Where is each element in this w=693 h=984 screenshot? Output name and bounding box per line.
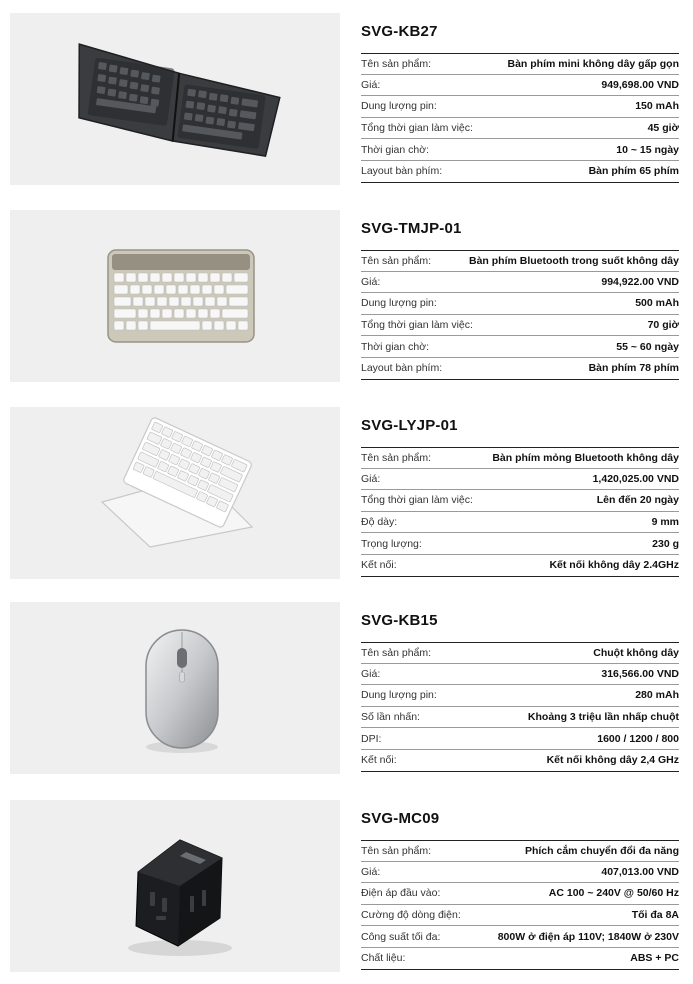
spec-value: 45 giờ — [647, 122, 679, 135]
spec-label: Thời gian chờ: — [361, 143, 430, 156]
spec-label: DPI: — [361, 732, 382, 745]
spec-label: Layout bàn phím: — [361, 362, 443, 375]
spec-row — [361, 926, 679, 948]
spec-row — [361, 96, 679, 118]
spec-label: Giá: — [361, 275, 381, 288]
product-image — [10, 800, 340, 972]
spec-row — [361, 336, 679, 358]
spec-label: Kết nối: — [361, 559, 397, 572]
spec-label: Giá: — [361, 472, 381, 485]
spec-value: 10 ~ 15 ngày — [616, 143, 679, 156]
spec-row — [361, 118, 679, 140]
spec-row — [361, 139, 679, 161]
spec-label: Độ dày: — [361, 516, 398, 529]
spec-value: AC 100 ~ 240V @ 50/60 Hz — [548, 887, 679, 900]
product-code: SVG-MC09 — [361, 810, 440, 827]
spec-value: Bàn phím 78 phím — [588, 362, 679, 375]
spec-row — [361, 642, 679, 664]
spec-label: Tên sản phẩm: — [361, 844, 432, 857]
spec-row — [361, 447, 679, 469]
spec-row — [361, 533, 679, 555]
product-code: SVG-KB15 — [361, 612, 438, 629]
spec-label: Tên sản phẩm: — [361, 451, 432, 464]
spec-row — [361, 750, 679, 772]
spec-table — [361, 447, 679, 577]
spec-label: Số lần nhấn: — [361, 711, 420, 724]
spec-row — [361, 664, 679, 686]
spec-row — [361, 707, 679, 729]
spec-row — [361, 161, 679, 183]
spec-row — [361, 555, 679, 577]
spec-label: Tổng thời gian làm việc: — [361, 122, 473, 135]
spec-row — [361, 905, 679, 927]
spec-row — [361, 272, 679, 294]
product-image — [10, 210, 340, 382]
spec-label: Dung lượng pin: — [361, 689, 437, 702]
spec-value: 800W ở điện áp 110V; 1840W ở 230V — [497, 930, 679, 943]
product-image — [10, 13, 340, 185]
spec-label: Tên sản phẩm: — [361, 646, 432, 659]
product-card — [0, 210, 693, 385]
spec-label: Dung lượng pin: — [361, 100, 437, 113]
spec-label: Chất liệu: — [361, 952, 406, 965]
spec-row — [361, 75, 679, 97]
product-code: SVG-LYJP-01 — [361, 417, 458, 434]
spec-value: Bàn phím mỏng Bluetooth không dây — [492, 451, 679, 464]
spec-label: Công suất tối đa: — [361, 930, 441, 943]
spec-value: 9 mm — [651, 516, 679, 529]
spec-row — [361, 358, 679, 380]
spec-row — [361, 469, 679, 491]
spec-row — [361, 293, 679, 315]
spec-row — [361, 315, 679, 337]
spec-table — [361, 250, 679, 380]
spec-row — [361, 512, 679, 534]
spec-row — [361, 883, 679, 905]
product-card — [0, 602, 693, 777]
spec-label: Layout bàn phím: — [361, 165, 443, 178]
spec-row — [361, 490, 679, 512]
spec-value: 280 mAh — [635, 689, 679, 702]
spec-value: Phích cắm chuyển đổi đa năng — [524, 844, 679, 857]
spec-value: 55 ~ 60 ngày — [616, 340, 679, 353]
spec-value: 407,013.00 VND — [601, 865, 679, 878]
spec-label: Tên sản phẩm: — [361, 254, 432, 267]
spec-value: ABS + PC — [630, 952, 679, 965]
foldable-keyboard-icon — [10, 13, 340, 185]
product-code: SVG-KB27 — [361, 23, 438, 40]
spec-row — [361, 685, 679, 707]
spec-label: Tổng thời gian làm việc: — [361, 494, 473, 507]
spec-row — [361, 840, 679, 862]
spec-value: 500 mAh — [635, 297, 679, 310]
spec-label: Giá: — [361, 667, 381, 680]
product-image — [10, 602, 340, 774]
transparent-keyboard-icon — [10, 210, 340, 382]
spec-value: Bàn phím 65 phím — [588, 165, 679, 178]
spec-label: Điện áp đầu vào: — [361, 887, 441, 900]
spec-value: 1,420,025.00 VND — [592, 472, 679, 485]
spec-value: Tối đa 8A — [631, 909, 679, 922]
spec-label: Trọng lượng: — [361, 537, 422, 550]
travel-adapter-icon — [10, 800, 340, 972]
wireless-mouse-icon — [10, 602, 340, 774]
spec-label: Dung lượng pin: — [361, 297, 437, 310]
spec-table — [361, 840, 679, 970]
spec-value: 1600 / 1200 / 800 — [597, 732, 679, 745]
spec-label: Giá: — [361, 865, 381, 878]
spec-label: Cường độ dòng điện: — [361, 909, 461, 922]
spec-label: Kết nối: — [361, 754, 397, 767]
spec-label: Tên sản phẩm: — [361, 57, 432, 70]
spec-value: Kết nối không dây 2.4GHz — [549, 559, 679, 572]
spec-table — [361, 53, 679, 183]
spec-value: 150 mAh — [635, 100, 679, 113]
spec-value: 316,566.00 VND — [601, 667, 679, 680]
spec-row — [361, 250, 679, 272]
spec-row — [361, 728, 679, 750]
spec-value: 994,922.00 VND — [601, 275, 679, 288]
spec-label: Tổng thời gian làm việc: — [361, 319, 473, 332]
spec-value: 230 g — [652, 537, 679, 550]
spec-value: Chuột không dây — [593, 646, 679, 659]
spec-value: Kết nối không dây 2,4 GHz — [546, 754, 679, 767]
spec-label: Giá: — [361, 78, 381, 91]
spec-value: Khoảng 3 triệu lần nhấp chuột — [527, 711, 679, 724]
product-card — [0, 407, 693, 582]
spec-value: Bàn phím Bluetooth trong suốt không dây — [469, 254, 679, 267]
product-image — [10, 407, 340, 579]
product-card — [0, 800, 693, 975]
spec-label: Thời gian chờ: — [361, 340, 430, 353]
spec-row — [361, 862, 679, 884]
spec-table — [361, 642, 679, 772]
product-card — [0, 13, 693, 188]
spec-value: 949,698.00 VND — [601, 78, 679, 91]
spec-value: Lên đến 20 ngày — [596, 494, 679, 507]
spec-row — [361, 53, 679, 75]
product-code: SVG-TMJP-01 — [361, 220, 462, 237]
spec-value: 70 giờ — [647, 319, 679, 332]
slim-keyboard-icon — [10, 407, 340, 579]
spec-row — [361, 948, 679, 970]
spec-value: Bàn phím mini không dây gấp gọn — [507, 57, 679, 70]
